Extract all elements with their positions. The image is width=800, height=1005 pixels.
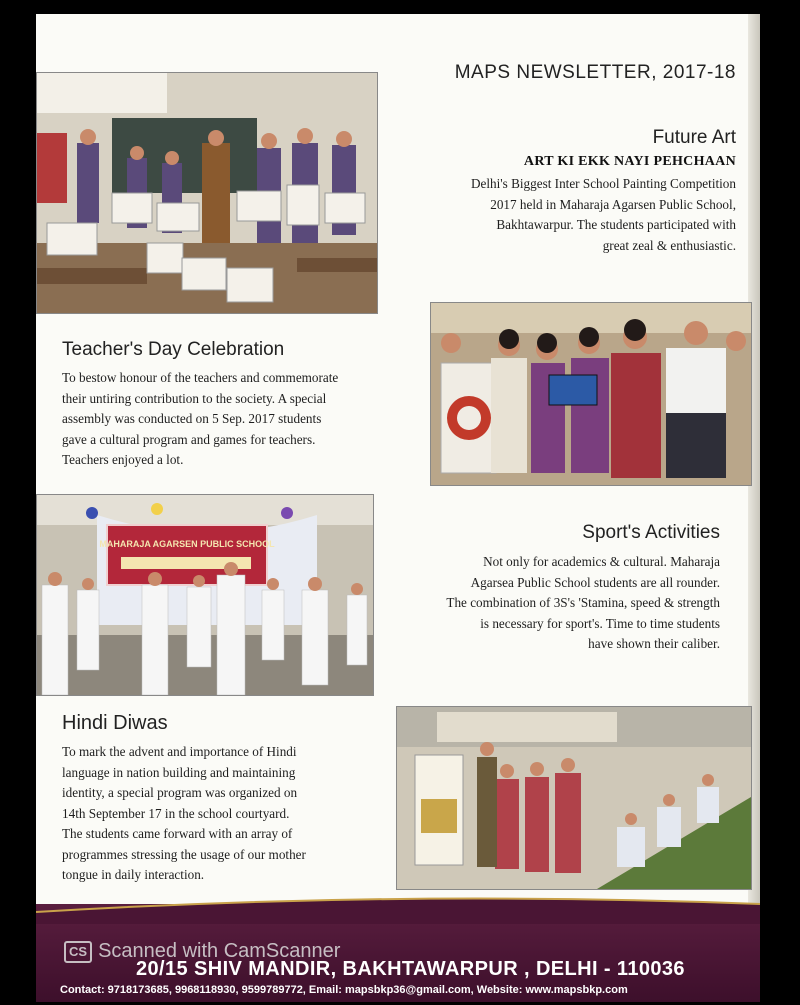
contact-info: Contact: 9718173685, 9968118930, 9599789772, Email: mapsbkp36@gmail.com, Website: www.mapsbkp.com [60,984,628,996]
camscanner-watermark [64,940,340,963]
future-art-title: Future Art [652,127,736,148]
text-line: To bestow honour of the teachers and commemorate [62,370,339,385]
hindi-diwas-title: Hindi Diwas [62,712,168,734]
text-line: Not only for academics & cultural. Maharaja [483,554,720,569]
text-line: programmes stressing the usage of our mother [62,846,306,862]
newsletter-page [36,14,760,1002]
text-line: gave a cultural program and games for teachers. [62,431,316,447]
teachers-day-photo [430,302,752,486]
text-line: is necessary for sport's. Time to time students [480,615,720,631]
hindi-diwas-photo [396,706,752,890]
hindi-diwas-text [62,742,392,886]
newsletter-title: MAPS NEWSLETTER, 2017-18 [454,62,736,83]
text-line: The combination of 3S's 'Stamina, speed & strength [446,595,720,610]
camscanner-icon: CS [64,941,92,963]
text-line: To mark the advent and importance of Hindi [62,744,297,759]
teachers-day-title: Teacher's Day Celebration [62,339,285,360]
school-address: 20/15 SHIV MANDIR, BAKHTAWARPUR , DELHI - 110036 [136,958,685,980]
future-art-subtitle: ART KI EKK NAYI PEHCHAAN [523,154,736,169]
text-line: language in nation building and maintaining [62,764,296,780]
camscanner-text: Scanned with CamScanner [98,940,341,962]
text-line: have shown their caliber. [588,636,720,651]
painting-competition-photo [36,72,378,314]
text-line: Delhi's Biggest Inter School Painting Competition [470,176,736,191]
text-line: 14th September 17 in the school courtyard. [62,805,290,821]
text-line: Agarsea Public School students are all rounder. [470,574,720,590]
text-line: identity, a special program was organized on [62,785,298,800]
text-line: Bakhtawarpur. The students participated with [496,217,736,232]
future-art-text [376,174,736,256]
teachers-day-text [62,368,422,471]
sports-photo [36,494,374,696]
sports-banner-text: MAHARAJA AGARSEN PUBLIC SCHOOL [99,539,275,549]
text-line: The students came forward with an array of [62,826,293,841]
text-line: their untiring contribution to the society. A special [62,390,327,406]
footer-wave [36,894,760,924]
text-line: tongue in daily interaction. [62,867,205,882]
text-line: Teachers enjoyed a lot. [62,452,184,467]
text-line: assembly was conducted on 5 Sep. 2017 students [62,411,322,426]
text-line: 2017 held in Maharaja Agarsen Public School, [490,196,736,212]
sports-text [340,552,720,655]
sports-title: Sport's Activities [582,522,720,543]
text-line: great zeal & enthusiastic. [602,237,736,253]
